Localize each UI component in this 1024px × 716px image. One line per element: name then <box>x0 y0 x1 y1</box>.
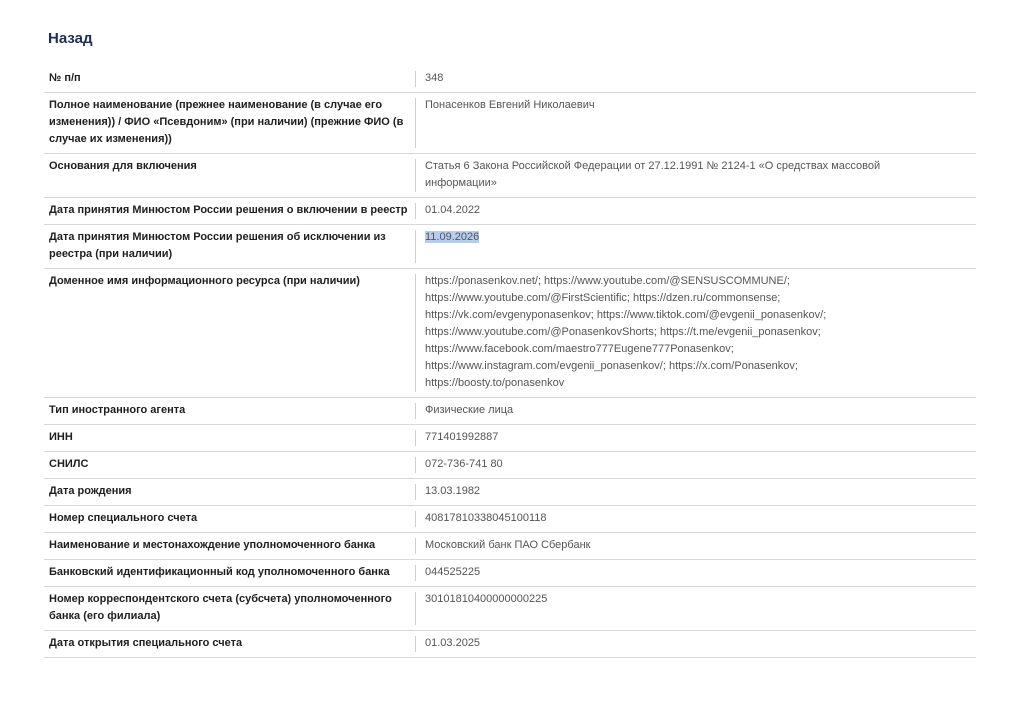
row-label: Номер специального счета <box>44 506 415 533</box>
table-row <box>44 631 976 658</box>
row-value: Московский банк ПАО Сбербанк <box>415 533 976 560</box>
row-label: Наименование и местонахождение уполномоченного банка <box>44 533 415 560</box>
row-value: 01.04.2022 <box>415 198 976 225</box>
table-row <box>44 479 976 506</box>
table-row <box>44 198 976 225</box>
row-label: Банковский идентификационный код уполномоченного банка <box>44 560 415 587</box>
row-value: 30101810400000000225 <box>415 587 976 631</box>
row-value: Понасенков Евгений Николаевич <box>415 93 976 154</box>
row-value: 771401992887 <box>415 425 976 452</box>
row-value: 348 <box>415 66 976 93</box>
table-row <box>44 533 976 560</box>
selected-date-text[interactable]: 11.09.2026 <box>425 231 480 243</box>
table-row <box>44 560 976 587</box>
row-label: ИНН <box>44 425 415 452</box>
row-value: Статья 6 Закона Российской Федерации от 27.12.1991 № 2124-1 «О средствах массовой информации» <box>415 154 976 198</box>
table-row <box>44 452 976 479</box>
row-label: Дата рождения <box>44 479 415 506</box>
table-row <box>44 93 976 154</box>
row-value: Физические лица <box>415 398 976 425</box>
row-value: 01.03.2025 <box>415 631 976 658</box>
table-row <box>44 66 976 93</box>
table-row <box>44 398 976 425</box>
back-link[interactable]: Назад <box>48 30 93 47</box>
row-label: Дата принятия Минюстом России решения о включении в реестр <box>44 198 415 225</box>
row-label: Основания для включения <box>44 154 415 198</box>
table-row <box>44 269 976 398</box>
table-row <box>44 425 976 452</box>
row-label: Доменное имя информационного ресурса (при наличии) <box>44 269 415 398</box>
table-row <box>44 506 976 533</box>
domain-names-value: https://ponasenkov.net/; https://www.youtube.com/@SENSUSCOMMUNE/; https://www.youtube.com/@FirstScientific; https://dzen.ru/commonsense; https://vk.com/evgenyponasenkov; https://www.tiktok.com/@evgenii_ponasenkov/; https://www.youtube.com/@PonasenkovShorts; https://t.me/evgenii_ponasenkov; https://www.facebook.com/maestro777Eugene777Ponasenkov; https://www.instagram.com/evgenii_ponasenkov/; https://x.com/Ponasenkov; https://boosty.to/ponasenkov <box>415 269 976 398</box>
table-row <box>44 587 976 631</box>
row-label: Номер корреспондентского счета (субсчета) уполномоченного банка (его филиала) <box>44 587 415 631</box>
row-value: 13.03.1982 <box>415 479 976 506</box>
row-label: № п/п <box>44 66 415 93</box>
row-value <box>415 225 976 269</box>
row-label: Тип иностранного агента <box>44 398 415 425</box>
row-value: 072-736-741 80 <box>415 452 976 479</box>
row-label: Полное наименование (прежнее наименование (в случае его изменения)) / ФИО «Псевдоним» (при наличии) (прежние ФИО (в случае их изменения)) <box>44 93 415 154</box>
row-value: 40817810338045100118 <box>415 506 976 533</box>
row-label: Дата принятия Минюстом России решения об исключении из реестра (при наличии) <box>44 225 415 269</box>
row-label: СНИЛС <box>44 452 415 479</box>
table-row <box>44 154 976 198</box>
row-value: 044525225 <box>415 560 976 587</box>
row-label: Дата открытия специального счета <box>44 631 415 658</box>
table-row <box>44 225 976 269</box>
registry-details-table <box>44 66 976 658</box>
